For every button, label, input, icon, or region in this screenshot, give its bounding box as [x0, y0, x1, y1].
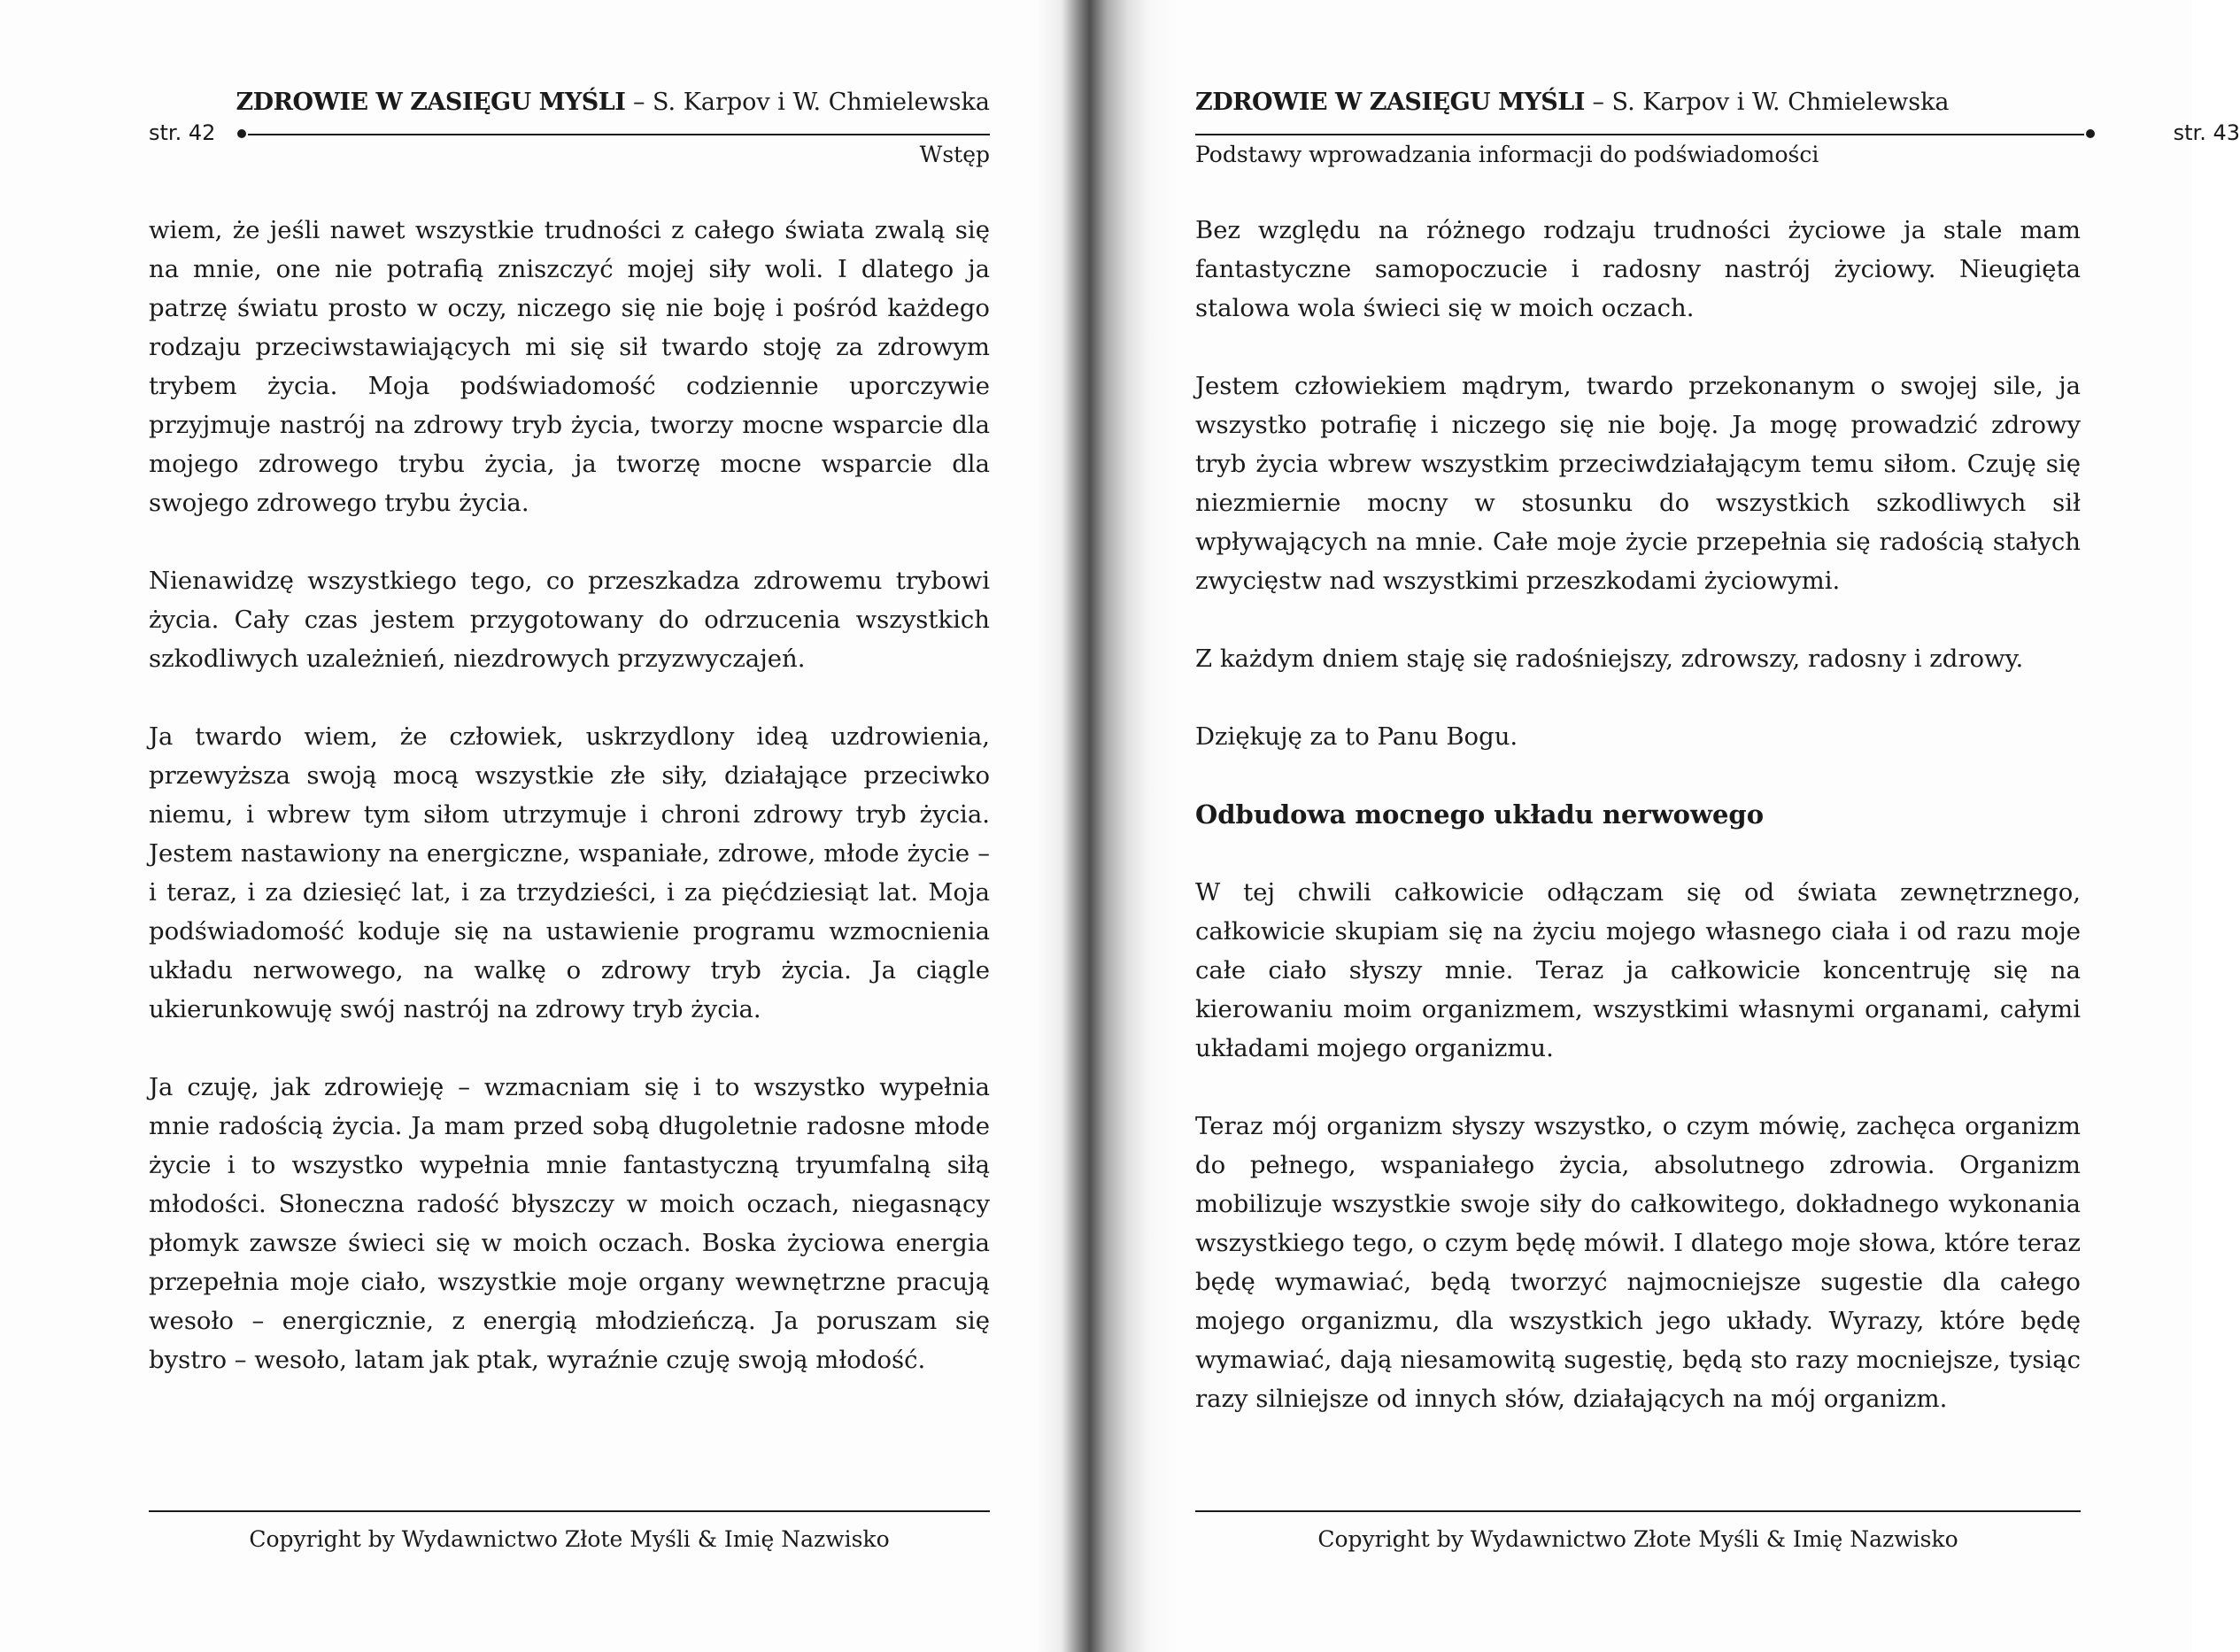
left-page-content [149, 211, 990, 1418]
paragraph: Bez względu na różnego rodzaju trudności życiowe ja stale mam fantastyczne samopoczucie i radosny nastrój życiowy. Nieugięta stalowa wola świeci się w moich oczach. [1195, 216, 2081, 322]
running-title-authors: – S. Karpov i W. Chmielewska [625, 89, 990, 116]
paragraph: W tej chwili całkowicie odłączam się od świata zewnętrznego, całkowicie skupiam się na życiu mojego własnego ciała i od razu moje całe ciało słyszy mnie. Teraz ja całkowicie koncentruję się na kierowaniu moim organizmem, wszystkimi własnymi organami, całymi układami mojego organizmu. [1195, 878, 2081, 1062]
running-title-bold: ZDROWIE W ZASIĘGU MYŚLI [236, 89, 626, 116]
left-running-title [236, 89, 990, 116]
paragraph: Nienawidzę wszystkiego tego, co przeszkadza zdrowemu trybowi życia. Cały czas jestem przygotowany do odrzucenia wszystkich szkodliwych uzależnień, niezdrowych przyzwyczajeń. [149, 567, 990, 673]
right-section-name: Podstawy wprowadzania informacji do podświadomości [1195, 142, 1819, 167]
paragraph: Ja twardo wiem, że człowiek, uskrzydlony ideą uzdrowienia, przewyższa swoją mocą wszystkie złe siły, działające przeciwko niemu, i wbrew tym siłom utrzymuje i chroni zdrowy tryb życia. Jestem nastawiony na energiczne, wspaniałe, zdrowe, młode życie – i teraz, i za dziesięć lat, i za trzydzieści, i za pięćdziesiąt lat. Moja podświadomość koduje się na ustawienie programu wzmocnienia układu nerwowego, na walkę o zdrowy tryb życia. Ja ciągle ukierunkowuję swój nastrój na zdrowy tryb życia. [149, 722, 990, 1023]
footer-copyright: Copyright by Wydawnictwo Złote Myśli & Imię Nazwisko [249, 1526, 890, 1552]
paragraph: Ja czuję, jak zdrowieję – wzmacniam się i to wszystko wypełnia mnie radością życia. Ja mam przed sobą długoletnie radosne młode życie i to wszystko wypełnia mnie fantastyczną tryumfalną siłą młodości. Słoneczna radość błyszczy w moich oczach, niegasnący płomyk zawsze świeci się w moich oczach. Boska życiowa energia przepełnia moje ciało, wszystkie moje organy wewnętrzne pracują wesoło – energicznie, z energią młodzieńczą. Ja poruszam się bystro – wesoło, latam jak ptak, wyraźnie czuję swoją młodość. [149, 1073, 990, 1374]
left-page-footer [149, 1510, 990, 1552]
paragraph: Dziękuję za to Panu Bogu. [1195, 722, 1518, 751]
running-title-authors: – S. Karpov i W. Chmielewska [1584, 89, 1950, 116]
header-bullet-icon [237, 129, 246, 138]
section-heading: Odbudowa mocnego układu nerwowego [1195, 799, 1765, 830]
right-page [1071, 0, 2240, 1652]
paragraph: wiem, że jeśli nawet wszystkie trudności z całego świata zwalą się na mnie, one nie potrafią zniszczyć mojej siły woli. I dlatego ja patrzę światu prosto w oczy, niczego się nie boję i pośród każdego rodzaju przeciwstawiających mi się sił twardo stoję za zdrowym trybem życia. Moja podświadomość codziennie uporczywie przyjmuje nastrój na zdrowy tryb życia, tworzy mocne wsparcie dla mojego zdrowego trybu życia, ja tworzę mocne wsparcie dla swojego zdrowego trybu życia. [149, 216, 990, 517]
right-running-title [1195, 89, 1950, 116]
footer-copyright: Copyright by Wydawnictwo Złote Myśli & Imię Nazwisko [1317, 1526, 1958, 1552]
paragraph: Jestem człowiekiem mądrym, twardo przekonanym o swojej sile, ja wszystko potrafię i niczego się nie boję. Ja mogę prowadzić zdrowy tryb życia wbrew wszystkim przeciwdziałającym temu siłom. Czuję się niezmiernie mocny w stosunku do wszystkich szkodliwych sił wpływających na mnie. Całe moje życie przepełnia się radością stałych zwycięstw nad wszystkimi przeszkodami życiowymi. [1195, 372, 2081, 595]
header-bullet-icon [2086, 129, 2095, 138]
footer-rule [1195, 1510, 2081, 1512]
paragraph: Teraz mój organizm słyszy wszystko, o czym mówię, zachęca organizm do pełnego, wspaniałego życia, absolutnego zdrowia. Organizm mobilizuje wszystkie swoje siły do całkowitego, dokładnego wykonania wszystkiego tego, o czym będę mówił. I dlatego moje słowa, które teraz będę wymawiać, będą tworzyć najmocniejsze sugestie dla całego mojego organizmu, dla wszystkich jego układy. Wyrazy, które będę wymawiać, dają niesamowitą sugestię, będą sto razy mocniejsze, tysiąc razy silniejsze od innych słów, działających na mój organizm. [1195, 1112, 2081, 1413]
right-page-content [1195, 211, 2081, 1457]
header-rule [1195, 134, 2084, 135]
footer-rule [149, 1510, 990, 1512]
header-rule [248, 134, 990, 135]
left-section-name: Wstęp [919, 142, 990, 167]
right-page-footer [1195, 1510, 2081, 1552]
paragraph: Z każdym dniem staję się radośniejszy, zdrowszy, radosny i zdrowy. [1195, 645, 2024, 673]
left-page-number: str. 42 [149, 120, 216, 145]
left-page [0, 0, 1071, 1652]
running-title-bold: ZDROWIE W ZASIĘGU MYŚLI [1195, 89, 1585, 116]
right-page-number: str. 43 [2173, 120, 2240, 145]
